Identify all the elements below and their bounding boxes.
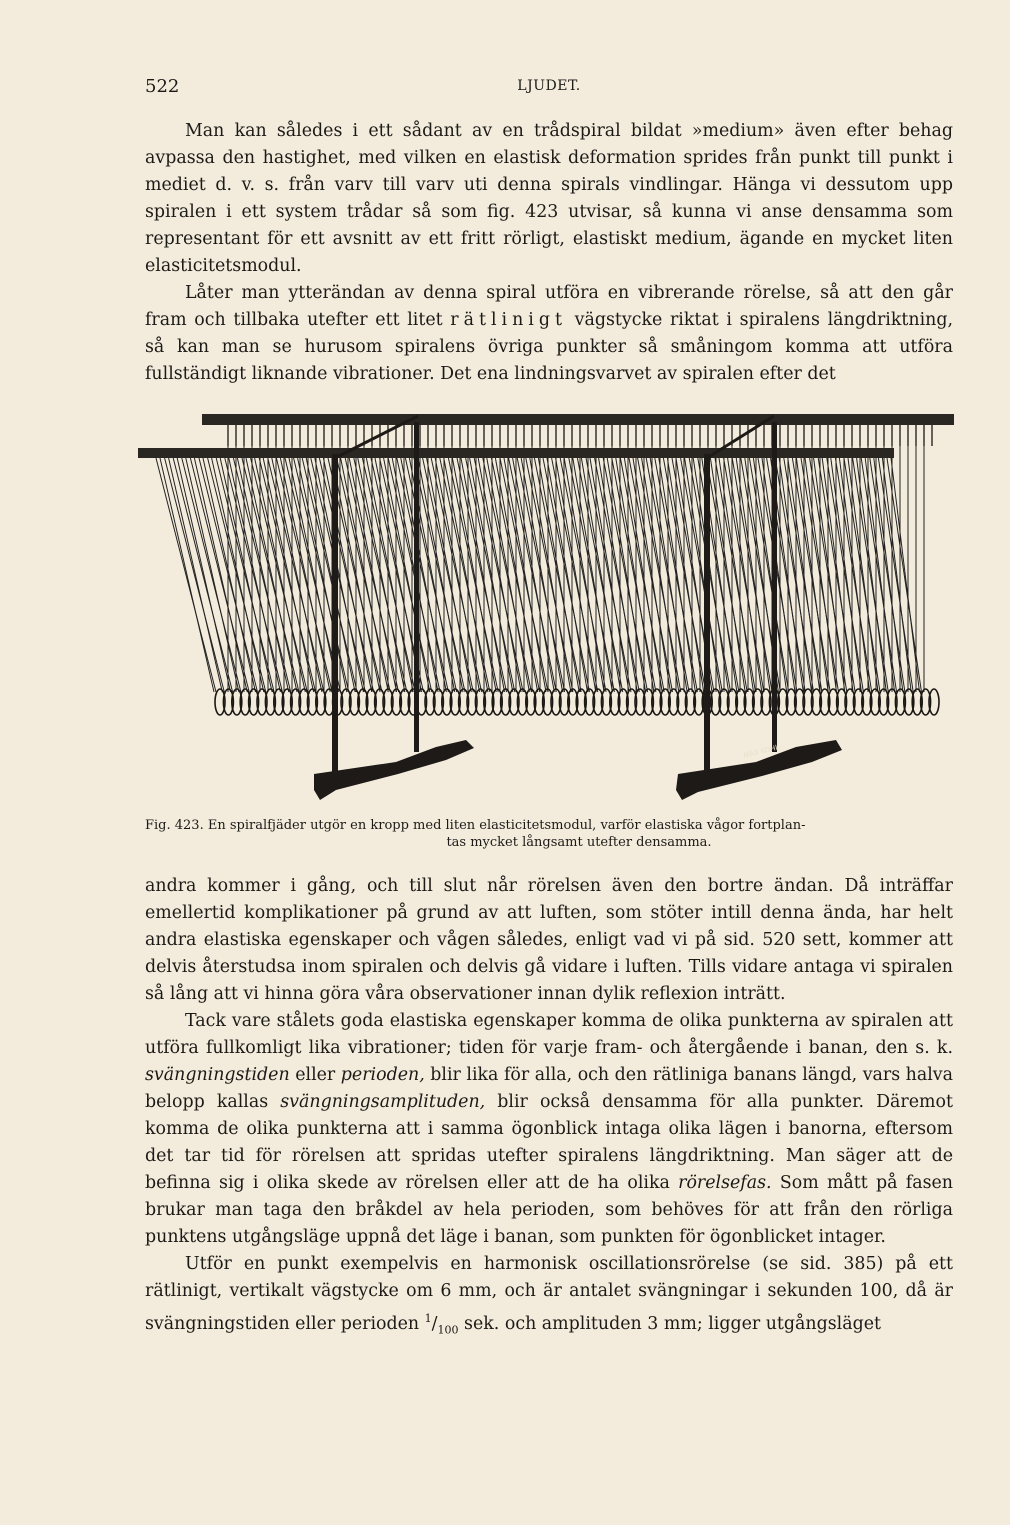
paragraph-5: Utför en punkt exempelvis en harmonisk oscillationsrörelse (se sid. 385) på ett rätlinigt, vertikalt vägstycke om 6 mm, och är antalet svängningar i sekunden 100, då är svängningstiden eller perioden $^1/_{100}$ sek. och amplituden 3 mm; ligger utgångsläget [145,1254,953,1337]
spaced-emphasis: rätlinigt [450,310,567,330]
caption-line-1: Fig. 423. En spiralfjäder utgör en kropp med liten elasticitetsmodul, varför elastiska vågor fortplan- [145,818,806,833]
paragraph-3: andra kommer i gång, och till slut når rörelsen även den bortre ändan. Då inträffar emellertid komplikationer på grund av att luften, som stöter intill denna ända, har helt andra elastiska egenskaper och vågen således, enligt vad vi på sid. 520 sett, kommer att delvis återstudsa inom spiralen och delvis gå vidare i luften. Tills vidare antaga vi spiralen så lång att vi hinna göra våra observationer innan dylik reflexion inträtt. [145,876,953,1004]
stand-post-left-back [414,422,419,752]
front-rail [138,448,894,458]
p4-text-b: eller [289,1065,341,1085]
top-text [145,118,953,388]
stand-post-right-back [772,422,777,752]
p5-text-b: sek. och amplituden 3 mm; ligger utgångsläget [458,1313,882,1334]
term-svangningstiden: svängningstiden [145,1065,290,1085]
p4-text-a: Tack vare stålets goda elastiska egenskaper komma de olika punkterna av spiralen att utföra fullkomligt lika vibrationer; tiden för varje fram- och återgående i banan, den s. k. [145,1011,953,1058]
suspension-threads-front [156,458,922,692]
term-rorelsefas: rörelsefas. [678,1173,772,1193]
paragraph-4 [145,1008,953,1251]
paragraph-1: Man kan således i ett sådant av en trådspiral bildat »medium» även efter behag avpassa den hastighet, med vilken en elastisk deformation sprides från punkt till punkt i mediet d. v. s. från varv till varv uti denna spirals vindlingar. Hänga vi dessutom upp spiralen i ett system trådar så som fig. 423 utvisar, så kunna vi anse densamma som representant för ett avsnitt av ett fritt rörligt, elastiskt medium, ägande en mycket liten elasticitetsmodul. [145,121,953,276]
running-title: LJUDET. [517,78,581,94]
page-number: 522 [145,76,180,97]
rail-thread-ticks [228,425,932,446]
spiral-coils [215,689,939,715]
figure-caption [145,817,953,851]
caption-line-2: tas mycket långsamt utefter densamma. [446,835,712,850]
page-header [145,76,953,100]
paragraph-2-text-b: vägstycke riktat i spiralens längdriktning, så kan man se hurusom spiralens övriga punkter så småningom komma att utföra fullständigt liknande vibrationer. Det ena lindningsvarvet av spiralen efter det [145,310,953,384]
paragraph-2 [145,280,953,388]
spiral-spring-illustration [136,402,960,810]
stand-post-left-front [332,454,338,784]
p5-text-a: Utför en punkt exempelvis en harmonisk oscillationsrörelse (se sid. 385) på ett rätlinigt, vertikalt vägstycke om 6 mm, och är antalet svängningar i sekunden 100, då är svängningstiden eller perioden [145,1254,953,1334]
term-amplituden: svängningsamplituden, [280,1092,486,1112]
maker-mark: MAX KOHL [742,743,781,760]
bottom-text [145,873,953,1343]
stand-post-right-front [704,454,710,784]
fraction-denominator: 100 [437,1323,459,1337]
p4-text-c: blir lika för alla, och den rätliniga banans längd, vars halva belopp kallas [145,1065,954,1112]
paragraph-2-text-a: Låter man ytterändan av denna spiral utföra en vibrerande rörelse, så att den går fram och tillbaka utefter ett litet [145,283,953,330]
figure-spiral-spring [136,402,960,810]
p4-text-e: Som mått på fasen brukar man taga den bråkdel av hela perioden, som behöves för att från den rörliga punktens utgångsläge uppnå det läge i banan, som punkten för ögonblicket intager. [145,1173,954,1247]
fraction-numerator: 1 [424,1312,432,1325]
back-rail [202,414,954,425]
term-perioden: perioden, [340,1065,425,1085]
p4-text-d: blir också densamma för alla punkter. Däremot komma de olika punkterna att i samma ögonblick intaga olika lägen i banorna, eftersom det tar tid för rörelsen att spridas utefter spiralens längdriktning. Man säger att de befinna sig i olika skede av rörelsen eller att de ha olika [145,1092,953,1193]
